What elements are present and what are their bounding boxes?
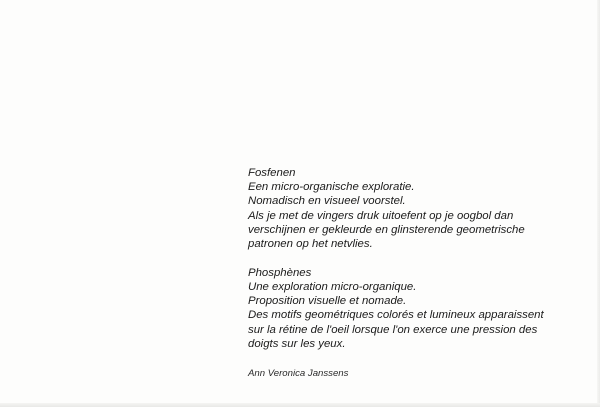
dutch-line-2: Nomadisch en visueel voorstel. <box>248 195 406 208</box>
french-title: Phosphènes <box>248 266 312 279</box>
paper-edge-bottom <box>0 403 600 407</box>
french-line-1: Une exploration micro-organique. <box>248 280 417 293</box>
dutch-title: Fosfenen <box>248 167 296 179</box>
french-line-2: Proposition visuelle et nomade. <box>248 295 407 308</box>
author-name: Ann Veronica Janssens <box>248 367 349 379</box>
dutch-paragraph <box>248 166 588 251</box>
text-block <box>248 166 588 380</box>
dutch-line-3: Als je met de vingers druk uitoefent op je oogbol dan <box>248 209 514 222</box>
french-line-5: doigts sur les yeux. <box>248 337 346 350</box>
dutch-line-1: Een micro-organische exploratie. <box>248 181 415 194</box>
french-line-3: Des motifs geométriques colorés et lumineux apparaissent <box>248 309 544 322</box>
dutch-line-5: patronen op het netvlies. <box>248 238 373 251</box>
dutch-line-4: verschijnen er gekleurde en glinsterende geometrische <box>248 223 525 236</box>
french-line-4: sur la rétine de l'oeil lorsque l'on exerce une pression des <box>248 323 538 336</box>
french-paragraph <box>248 266 588 351</box>
